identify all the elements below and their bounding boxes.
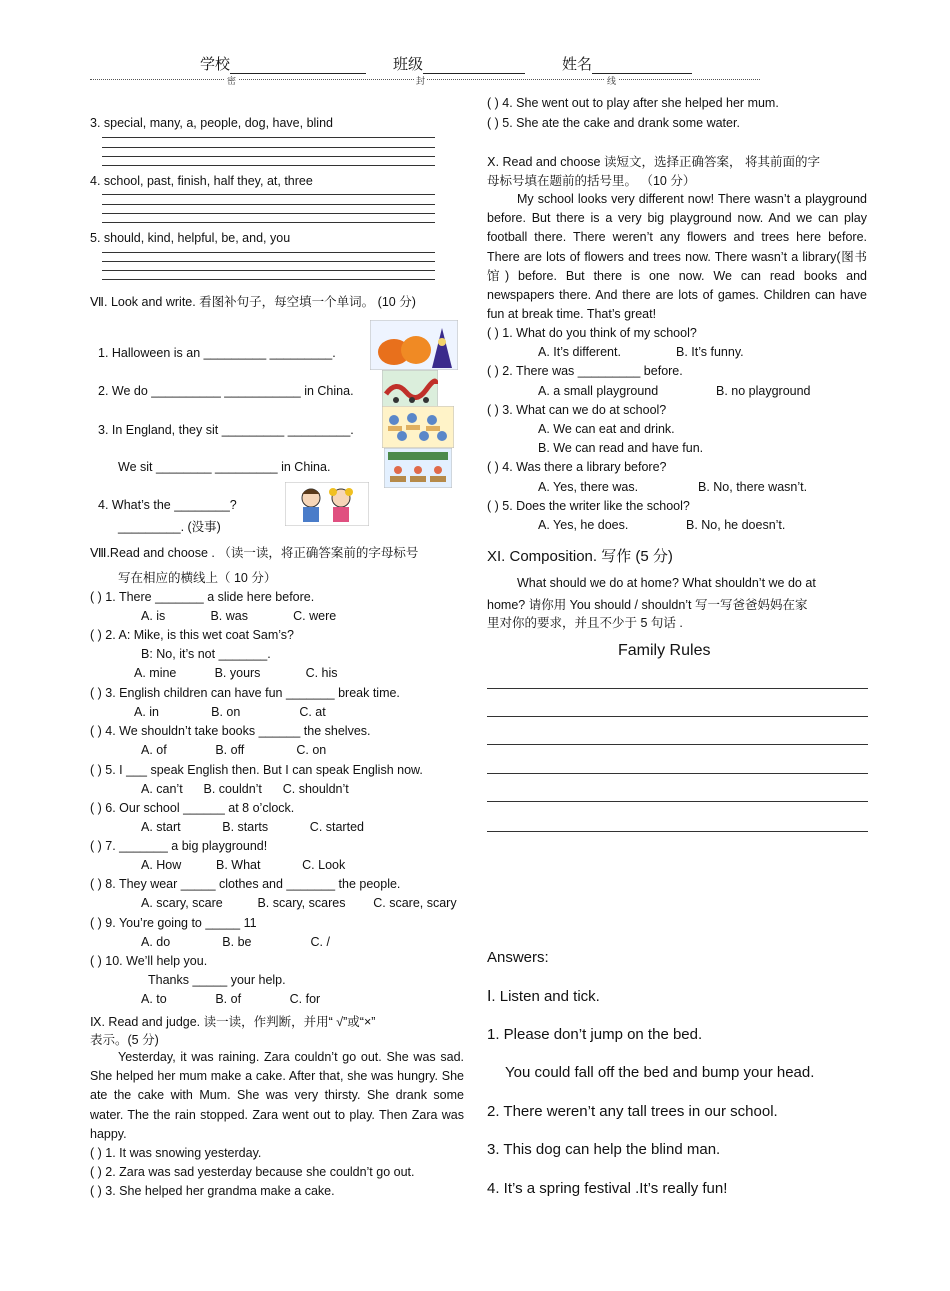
choose-question-8: ( ) 8. They wear _____ clothes and _______ the people. (90, 877, 401, 891)
composition-prompt-1: What should we do at home? What shouldn’t we do at (517, 576, 816, 590)
seal-mi: 密 (227, 76, 237, 86)
choose-options-7[interactable]: A. How B. What C. Look (141, 858, 346, 872)
choose-question-4: ( ) 4. We shouldn’t take books ______ the shelves. (90, 724, 371, 738)
sentence-5: 5. should, kind, helpful, be, and, you (90, 231, 291, 245)
choose-options-10[interactable]: A. to B. of C. for (141, 992, 321, 1006)
answer-line-1: 1. Please don’t jump on the bed. (487, 1026, 703, 1043)
write-line[interactable] (102, 204, 435, 205)
reading-option-4a[interactable]: A. Yes, there was. (538, 480, 639, 494)
school-field (200, 53, 366, 74)
write-line[interactable] (102, 137, 435, 138)
choose-options-8[interactable]: A. scary, scare B. scary, scares C. scare, scary (141, 896, 457, 910)
look-write-item-1: 1. Halloween is an _________ _________. (98, 346, 336, 360)
judge-item-2[interactable]: ( ) 2. Zara was sad yesterday because she couldn’t go out. (90, 1165, 415, 1179)
school-label: 学校 (200, 56, 231, 73)
choose-options-5[interactable]: A. can’t B. couldn’t C. shouldn’t (141, 782, 349, 796)
composition-line-5[interactable] (487, 801, 868, 802)
write-line[interactable] (102, 222, 435, 223)
rows-seating-picture (384, 448, 452, 488)
dragon-dance-picture (382, 370, 438, 408)
school-blank[interactable] (230, 57, 366, 74)
reading-option-4b[interactable]: B. No, there wasn’t. (698, 480, 808, 494)
composition-line-6[interactable] (487, 831, 868, 832)
choose-question-10-sub: Thanks _____ your help. (148, 973, 286, 987)
section-8-title-cont: 写在相应的横线上（ 10 分） (118, 571, 277, 585)
section-11-title: XI. Composition. 写作 (5 分) (487, 548, 673, 565)
class-blank[interactable] (423, 57, 525, 74)
section-8-title: Ⅷ.Read and choose . （读一读，将正确答案前的字母标号 (90, 546, 419, 560)
choose-options-2[interactable]: A. mine B. yours C. his (134, 666, 338, 680)
judge-item-5[interactable]: ( ) 5. She ate the cake and drank some water. (487, 116, 740, 130)
write-line[interactable] (102, 279, 435, 280)
choose-question-7: ( ) 7. _______ a big playground! (90, 839, 268, 853)
write-line[interactable] (102, 147, 435, 148)
look-write-item-3b: We sit ________ _________ in China. (118, 460, 331, 474)
look-write-item-4b: _________. (没事) (118, 520, 221, 534)
choose-question-2: ( ) 2. A: Mike, is this wet coat Sam’s? (90, 628, 295, 642)
judge-item-1[interactable]: ( ) 1. It was snowing yesterday. (90, 1146, 262, 1160)
section-7-title: Ⅶ. Look and write. 看图补句子，每空填一个单词。 (10 分) (90, 295, 416, 309)
composition-line-2[interactable] (487, 716, 868, 717)
reading-option-3a[interactable]: A. We can eat and drink. (538, 422, 675, 436)
choose-question-10: ( ) 10. We’ll help you. (90, 954, 208, 968)
choose-question-9: ( ) 9. You’re going to _____ 11 (90, 916, 257, 930)
reading-option-2b[interactable]: B. no playground (716, 384, 811, 398)
reading-option-1b[interactable]: B. It’s funny. (676, 345, 744, 359)
judge-item-4[interactable]: ( ) 4. She went out to play after she helped her mum. (487, 96, 779, 110)
write-line[interactable] (102, 252, 435, 253)
answer-line-1b: You could fall off the bed and bump your head. (505, 1064, 815, 1081)
reading-question-1: ( ) 1. What do you think of my school? (487, 326, 697, 340)
class-seating-picture (382, 406, 454, 448)
choose-options-3[interactable]: A. in B. on C. at (134, 705, 326, 719)
reading-question-2: ( ) 2. There was _________ before. (487, 364, 683, 378)
choose-options-4[interactable]: A. of B. off C. on (141, 743, 327, 757)
name-blank[interactable] (592, 57, 692, 74)
choose-question-1: ( ) 1. There _______ a slide here before. (90, 590, 315, 604)
section-10-title-cont: 母标号填在题前的括号里。 （10 分） (487, 174, 696, 188)
family-rules-heading: Family Rules (618, 642, 711, 659)
composition-line-3[interactable] (487, 744, 868, 745)
composition-line-1[interactable] (487, 688, 868, 689)
sentence-4: 4. school, past, finish, half they, at, three (90, 174, 313, 188)
answers-section-1: Ⅰ. Listen and tick. (487, 988, 600, 1005)
reading-option-5b[interactable]: B. No, he doesn’t. (686, 518, 786, 532)
section-9-title: Ⅸ. Read and judge. 读一读，作判断，并用“ √”或“×” (90, 1015, 376, 1029)
halloween-picture (370, 320, 458, 370)
look-write-item-2: 2. We do __________ ___________ in China. (98, 384, 354, 398)
choose-question-2-sub: B: No, it’s not _______. (141, 647, 271, 661)
write-line[interactable] (102, 261, 435, 262)
answers-title: Answers: (487, 949, 549, 966)
class-label: 班级 (393, 56, 424, 73)
section-9-title-cont: 表示。(5 分) (90, 1033, 159, 1047)
judge-item-3[interactable]: ( ) 3. She helped her grandma make a cake. (90, 1184, 335, 1198)
section-10-title: Ⅹ. Read and choose 读短文，选择正确答案， 将其前面的字 (487, 155, 820, 169)
write-line[interactable] (102, 156, 435, 157)
choose-options-9[interactable]: A. do B. be C. / (141, 935, 330, 949)
answer-line-4: 4. It’s a spring festival .It’s really fun! (487, 1180, 728, 1197)
composition-prompt-2: home? 请你用 You should / shouldn’t 写一写爸爸妈妈在家 (487, 598, 808, 612)
sentence-3: 3. special, many, a, people, dog, have, blind (90, 116, 333, 130)
composition-line-4[interactable] (487, 773, 868, 774)
reading-option-5a[interactable]: A. Yes, he does. (538, 518, 629, 532)
judge-passage: Yesterday, it was raining. Zara couldn’t go out. She was sad. She helped her mum make a cake. After that, she was hungry. She ate the cake with Mum. She was very thirsty. She drank some water. The the rain stopped. Zara went out to play. Then Zara was happy. (90, 1050, 464, 1141)
write-line[interactable] (102, 270, 435, 271)
seal-xian: 线 (607, 76, 617, 86)
choose-options-6[interactable]: A. start B. starts C. started (141, 820, 364, 834)
write-line[interactable] (102, 165, 435, 166)
reading-passage: My school looks very different now! There wasn’t a playground before. But there is a very big playground now. And we can play football there. There weren’t any flowers and trees here before. There are lots of flowers and trees now. There wasn’t a library(图书馆) before. But there is one now. We can read books and newspapers there. And there are lots of games. Children can have fun at break time. That’s great! (487, 192, 867, 322)
class-field (393, 53, 525, 74)
kids-picture (285, 482, 369, 526)
write-line[interactable] (102, 194, 435, 195)
choose-options-1[interactable]: A. is B. was C. were (141, 609, 337, 623)
look-write-item-3: 3. In England, they sit _________ _________. (98, 423, 354, 437)
reading-question-5: ( ) 5. Does the writer like the school? (487, 499, 690, 513)
seal-feng: 封 (416, 76, 426, 86)
reading-option-1a[interactable]: A. It’s different. (538, 345, 621, 359)
write-line[interactable] (102, 213, 435, 214)
composition-prompt-3: 里对你的要求，并且不少于 5 句话 . (487, 616, 683, 630)
reading-option-2a[interactable]: A. a small playground (538, 384, 659, 398)
choose-question-5: ( ) 5. I ___ speak English then. But I can speak English now. (90, 763, 423, 777)
reading-question-4: ( ) 4. Was there a library before? (487, 460, 667, 474)
reading-question-3: ( ) 3. What can we do at school? (487, 403, 667, 417)
name-label: 姓名 (562, 56, 593, 73)
answer-line-2: 2. There weren’t any tall trees in our school. (487, 1103, 778, 1120)
choose-question-3: ( ) 3. English children can have fun _______ break time. (90, 686, 400, 700)
answer-line-3: 3. This dog can help the blind man. (487, 1141, 721, 1158)
reading-option-3b[interactable]: B. We can read and have fun. (538, 441, 704, 455)
choose-question-6: ( ) 6. Our school ______ at 8 o’clock. (90, 801, 295, 815)
name-field (562, 53, 692, 74)
look-write-item-4: 4. What’s the ________? (98, 498, 237, 512)
